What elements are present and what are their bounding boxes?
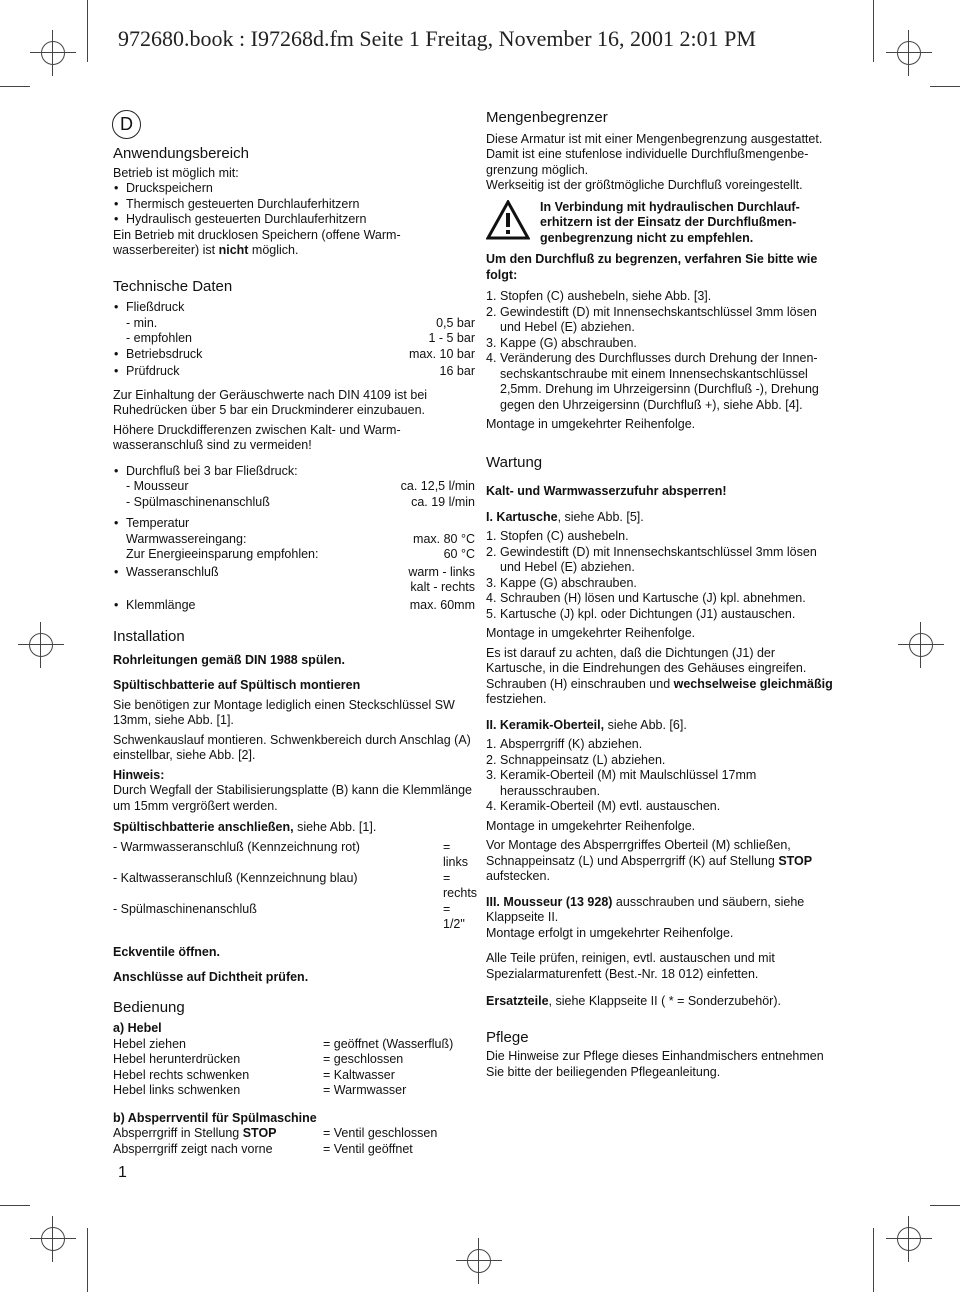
mousseur-bold: III. Mousseur (13 928) [486,894,613,909]
step-text: Keramik-Oberteil (M) evtl. austauschen. [500,799,721,813]
list-item [486,351,834,413]
absperr-action: Absperrgriff zeigt nach vorne [113,1141,273,1156]
absperr-action-text: Absperrgriff in Stellung [113,1126,243,1140]
anschliessen-bold: Spültischbatterie anschließen, [113,820,294,834]
list-item [486,768,834,799]
anschluss-value: = 1/2" [443,901,465,931]
ersatzteile [486,994,834,1010]
tech-value: 1 - 5 bar [428,331,475,345]
temp-label: Zur Energieeinsparung empfohlen: [126,547,319,561]
table-row [113,1142,475,1158]
absperr-result: = Ventil geschlossen [323,1126,438,1140]
tech-row-betriebsdruck [113,347,475,363]
crop-line [930,1205,960,1206]
step-number: 2. [486,544,497,559]
mb-steps-title: Um den Durchfluß zu begrenzen, verfahren Sie bitte wie folgt: [486,252,818,282]
mb-end: Montage in umgekehrter Reihenfolge. [486,417,696,431]
language-badge: D [112,110,141,139]
step-number: 3. [486,335,497,350]
flow-row-mousseur [113,479,475,495]
kartusche-rest: , siehe Abb. [5]. [557,509,644,524]
table-row [113,1083,475,1099]
list-item [486,591,834,607]
step-number: 1. [486,529,497,543]
list-item [486,607,834,623]
hebel-result: = Kaltwasser [323,1067,395,1082]
step-number: 4. [486,351,497,365]
wa-value-2: kalt - rechts [410,580,475,594]
step-number: 4. [486,799,497,813]
crop-line [930,86,960,87]
list-item [486,545,834,576]
list-item [486,305,834,336]
kartusche-heading [486,510,834,526]
table-row [113,902,475,933]
section-title-mengenbegrenzer: Mengenbegrenzer [486,109,608,126]
inst-paragraph-1: Sie benötigen zur Montage lediglich einen Steckschlüssel SW 13mm, siehe Abb. [1]. [113,697,455,727]
list-item [486,289,834,305]
tech-paragraph-1: Zur Einhaltung der Geräuschwerte nach DIN 4109 ist bei Ruhedrücken über 5 bar ein Druckminderer einzubauen. [113,387,428,417]
keramik-note [486,838,834,885]
pflege-text: Die Hinweise zur Pflege dieses Einhandmischers entnehmen Sie bitte der beiliegenden Pflegeanleitung. [486,1049,824,1079]
right-column [486,110,834,1080]
eckventile: Eckventile öffnen. [113,944,220,959]
crop-line [87,0,88,62]
tech-label: - min. [126,315,158,330]
kartusche-note-text: Es ist darauf zu achten, daß die Dichtungen (J1) der Kartusche, in die Eindrehungen des Gehäuses eingreifen. Schrauben (H) einschrauben und [486,645,807,691]
kartusche-end: Montage in umgekehrter Reihenfolge. [486,626,696,640]
crop-line [873,0,874,62]
kartusche-note-end: festziehen. [486,692,547,706]
absperr-action [113,1126,323,1142]
tech-paragraph-2: Höhere Druckdifferenzen zwischen Kalt- und Warm-wasseranschluß sind zu vermeiden! [113,422,401,452]
list-item [486,799,834,815]
list-item: • Hydraulisch gesteuerten Durchlauferhitzern [113,212,475,228]
anschliessen-heading [113,820,475,836]
step-number: 1. [486,289,497,303]
print-header: 972680.book : I97268d.fm Seite 1 Freitag, November 16, 2001 2:01 PM [118,26,756,51]
ersatzteile-rest: , siehe Klappseite II ( * = Sonderzubehör). [548,994,781,1008]
registration-mark-icon [462,1244,496,1278]
kartusche-note [486,646,834,708]
section-title-anwendungsbereich: Anwendungsbereich [113,145,249,162]
keramik-note-text: Vor Montage des Absperrgriffes Oberteil (M) schließen, Schnappeinsatz (L) und Absperrgriff (K) auf Stellung [486,838,791,868]
temp-title: • Temperatur [113,516,475,532]
step-text: Kartusche (J) kpl. oder Dichtungen (J1) austauschen. [500,606,796,621]
wa-value: warm - links [408,564,475,579]
tech-label: - empfohlen [126,331,193,345]
registration-mark-icon [24,628,58,662]
inst-spueltisch-montieren: Spültischbatterie auf Spültisch montieren [113,678,361,692]
anw-note-nicht: nicht [218,243,249,257]
step-number: 3. [486,768,497,782]
table-row [113,1037,475,1053]
temp-row-energie [113,547,475,563]
keramik-bold: II. Keramik-Oberteil, [486,717,605,732]
temp-value: max. 80 °C [413,531,475,546]
crop-line [873,1228,874,1292]
step-text: Kappe (G) abschrauben. [500,575,637,590]
keramik-note-stop: STOP [778,853,813,868]
list-item [486,336,834,352]
anw-note [113,228,475,259]
ersatzteile-bold: Ersatzteile [486,994,549,1008]
step-number: 5. [486,606,497,621]
anschluss-table [113,839,478,933]
keramik-end: Montage in umgekehrter Reihenfolge. [486,818,696,833]
step-text: Gewindestift (D) mit Innensechskantschlüssel 3mm lösen und Hebel (E) abziehen. [500,544,817,574]
registration-mark-icon [904,628,938,662]
warning-box [486,200,834,247]
tech-value: max. 10 bar [408,346,475,361]
tech-fliessdruck: • Fließdruck [113,300,475,316]
section-title-installation: Installation [113,628,185,645]
keramik-heading [486,718,834,734]
mousseur-rest: ausschrauben und säubern, siehe Klappseite II. [486,894,805,924]
list-item [486,529,834,545]
tech-row-pruefdruck [113,364,475,380]
mb-paragraph-1: Diese Armatur ist mit einer Mengenbegrenzung ausgestattet. Damit ist eine stufenlose individuelle Durchflußmengenbe-grenzung möglich. [486,131,823,177]
inst-rohrleitungen: Rohrleitungen gemäß DIN 1988 spülen. [113,652,345,667]
table-row [113,1068,475,1084]
klemm-value: max. 60mm [409,597,475,612]
anschluss-label: - Kaltwasseranschluß (Kennzeichnung blau) [113,870,358,885]
registration-mark-icon [36,36,70,70]
hebel-result: = Warmwasser [323,1083,407,1097]
flow-title: • Durchfluß bei 3 bar Fließdruck: [113,464,475,480]
section-title-wartung: Wartung [486,453,543,471]
absperr-stop: STOP [242,1126,277,1140]
tech-label: • Betriebsdruck [126,346,203,361]
list-item: • Druckspeichern [113,181,475,197]
temp-value: 60 °C [443,547,475,561]
temp-label: Warmwassereingang: [126,531,247,546]
wartung-absperren: Kalt- und Warmwasserzufuhr absperren! [486,484,727,498]
step-text: Absperrgriff (K) abziehen. [500,737,643,751]
kartusche-bold: I. Kartusche [486,509,558,524]
hebel-action: Hebel herunterdrücken [113,1052,241,1066]
anw-intro: Betrieb ist möglich mit: [113,165,239,180]
hebel-table [113,1037,475,1099]
step-number: 2. [486,752,497,767]
tech-list [113,300,475,380]
step-number: 1. [486,737,497,751]
flow-label: - Mousseur [126,479,189,493]
anw-note-line2c: möglich. [248,243,299,257]
registration-mark-icon [892,36,926,70]
step-text: Stopfen (C) aushebeln, siehe Abb. [3]. [500,289,712,303]
table-row [113,1126,475,1142]
dichtheit: Anschlüsse auf Dichtheit prüfen. [113,970,309,984]
section-title-technische-daten: Technische Daten [113,277,233,295]
section-title-pflege: Pflege [486,1028,529,1046]
keramik-steps [486,737,834,815]
tech-label: • Prüfdruck [126,364,180,378]
crop-line [87,1228,88,1292]
anw-list [113,181,475,228]
kartusche-steps [486,529,834,622]
alle-teile: Alle Teile prüfen, reinigen, evtl. austauschen und mit Spezialarmaturenfett (Best.-Nr. 18 012) einfetten. [486,951,775,981]
warning-triangle-icon [486,200,530,240]
tech-row-min [113,316,475,332]
list-item [486,576,834,592]
table-row [113,840,475,871]
anschluss-label: - Spülmaschinenanschluß [113,901,257,916]
flow-label: - Spülmaschinenanschluß [126,494,270,509]
bedienung-a-hebel: a) Hebel [113,1021,162,1035]
list-item: • Thermisch gesteuerten Durchlauferhitzern [113,197,475,213]
table-row [113,1052,475,1068]
section-title-bedienung: Bedienung [113,998,185,1016]
step-text: Stopfen (C) aushebeln. [500,529,629,543]
inst-paragraph-2: Schwenkauslauf montieren. Schwenkbereich durch Anschlag (A) einstellbar, siehe Abb. [2]. [113,732,471,762]
mousseur-paragraph [486,895,834,926]
klemmlaenge-row [113,598,475,614]
step-text: Kappe (G) abschrauben. [500,335,637,350]
anschluss-value: = rechts [443,870,478,900]
hinweis-text: Durch Wegfall der Stabilisierungsplatte (B) kann die Klemmlänge um 15mm vergrößert werden. [113,783,472,813]
kartusche-note-bold: wechselweise gleichmäßig [673,676,833,691]
step-text: Gewindestift (D) mit Innensechskantschlüssel 3mm lösen und Hebel (E) abziehen. [500,304,817,334]
hinweis-title: Hinweis: [113,767,165,782]
anschluss-label: - Warmwasseranschluß (Kennzeichnung rot) [113,839,360,854]
step-text: Keramik-Oberteil (M) mit Maulschlüssel 17mm herausschrauben. [500,768,757,798]
hebel-action: Hebel rechts schwenken [113,1067,250,1082]
flow-row-spuelmaschine [113,495,475,511]
temp-row-warmwasser [113,532,475,548]
table-row [113,870,478,902]
keramik-rest: siehe Abb. [6]. [604,717,687,732]
hebel-action: Hebel ziehen [113,1036,186,1051]
step-number: 2. [486,304,497,319]
keramik-note-end: aufstecken. [486,869,550,883]
anw-note-line2a: wasserbereiter) ist [113,243,219,257]
step-number: 4. [486,591,497,605]
klemm-label: • Klemmlänge [126,597,196,612]
mb-steps [486,289,834,413]
bedienung-b-absperrventil: b) Absperrventil für Spülmaschine [113,1110,317,1125]
mb-paragraph-2: Werkseitig ist der größtmögliche Durchfluß voreingestellt. [486,178,803,192]
flow-value: ca. 12,5 l/min [400,479,475,493]
mousseur-end: Montage erfolgt in umgekehrter Reihenfolge. [486,925,734,940]
list-item [486,737,834,753]
crop-line [0,1205,30,1206]
step-text: Schrauben (H) lösen und Kartusche (J) kpl. abnehmen. [500,591,806,605]
anw-note-line1: Ein Betrieb mit drucklosen Speichern (offene Warm- [113,227,401,242]
tech-value: 16 bar [439,364,475,378]
absperr-result: = Ventil geöffnet [323,1141,413,1156]
registration-mark-icon [36,1222,70,1256]
page-number: 1 [118,1164,127,1181]
tech-value: 0,5 bar [436,315,475,330]
anschluss-value: = links [443,839,469,869]
anschliessen-rest: siehe Abb. [1]. [293,820,377,834]
wa-label: • Wasseranschluß [126,564,219,579]
wasseranschluss-row [113,565,475,581]
registration-mark-icon [892,1222,926,1256]
tech-row-empfohlen [113,331,475,347]
step-number: 3. [486,575,497,590]
step-text: Veränderung des Durchflusses durch Drehung der Innen-sechskantschraube mit einem Innensechskantschlüssel 2,5mm. Drehung im Uhrzeigersinn (Durchfluß -), Drehung gegen den Uhrzeigersinn (Durchfluß +), siehe Abb. [4]. [500,351,819,412]
left-column [113,145,478,1157]
crop-line [0,86,30,87]
list-item [486,753,834,769]
hebel-result: = geschlossen [323,1052,404,1066]
step-text: Schnappeinsatz (L) abziehen. [500,752,666,767]
hebel-result: = geöffnet (Wasserfluß) [323,1036,454,1051]
flow-value: ca. 19 l/min [411,494,475,509]
absperr-table [113,1126,475,1157]
warning-text: In Verbindung mit hydraulischen Durchlauf-erhitzern ist der Einsatz der Durchflußmen-genbegrenzung nicht zu empfehlen. [540,199,800,245]
hebel-action: Hebel links schwenken [113,1083,241,1097]
